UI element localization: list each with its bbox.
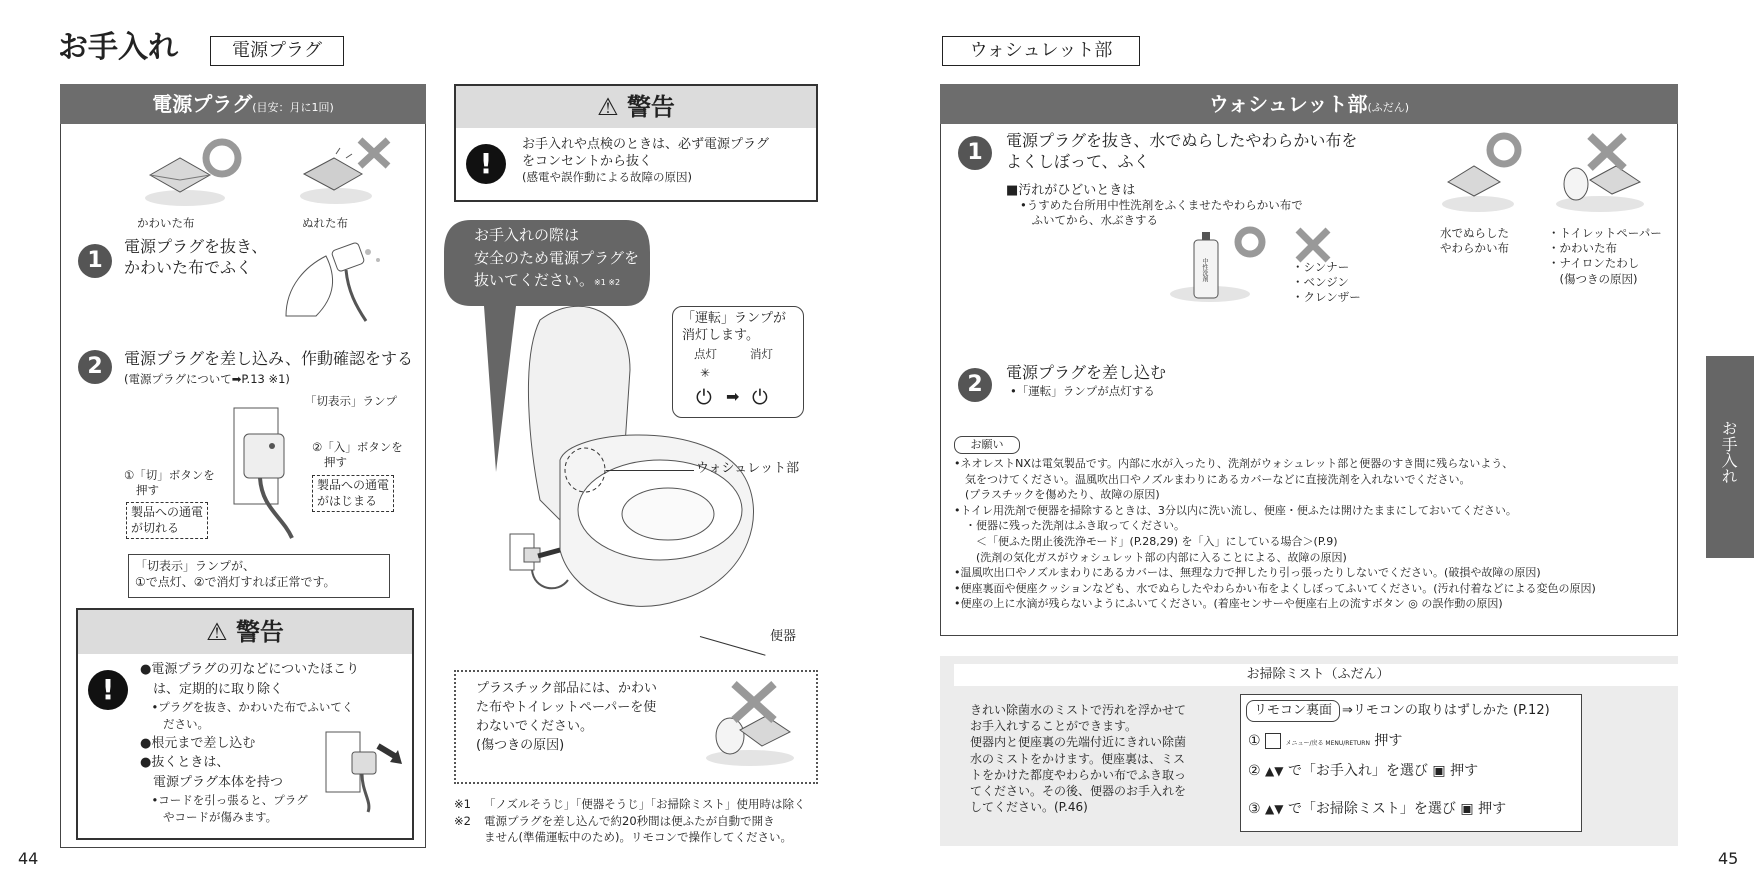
- exclamation-icon: !: [466, 144, 506, 184]
- up-down-arrow-icon: ▲▼: [1265, 802, 1284, 816]
- washlet-step-1-text: 電源プラグを抜き、水でぬらしたやわらかい布を よくしぼって、ふく: [1006, 131, 1358, 172]
- plug-warning-text: ●電源プラグの刃などについたほこり は、定期的に取り除く •プラグを抜き、かわいた布でふいてく ださい。 ●根元まで差し込む ●抜くときは、 電源プラグ本体を持つ •コードを引っ張ると、プラグ やコードが傷みます。: [140, 662, 360, 825]
- lamp-lit-icon: ✳: [700, 366, 711, 380]
- dirty-heading: ■汚れがひどいときは: [1006, 183, 1136, 198]
- enter-button-icon: ▣: [1432, 763, 1446, 779]
- lamp-on-label: 点灯: [694, 347, 717, 361]
- mist-step-3: ③ ▲▼ で「お掃除ミスト」を選び ▣ 押す: [1248, 801, 1507, 817]
- wipe-plug-illustration: [276, 236, 396, 326]
- step-1-badge: 1: [78, 244, 112, 278]
- ng-items-label: ・トイレットペーパー ・かわいた布 ・ナイロンたわし (傷つきの原因): [1548, 226, 1662, 286]
- step-2-text: 電源プラグを差し込み、作動確認をする: [124, 349, 413, 368]
- mist-header: お掃除ミスト（ふだん）: [954, 664, 1682, 686]
- warning-triangle-icon: ⚠: [206, 618, 228, 646]
- page-number-left: 44: [18, 849, 39, 868]
- wet-cloth-ok-icon: [1438, 132, 1528, 218]
- bubble-text: お手入れの際は 安全のため電源プラグを 抜いてください。※1 ※2: [474, 226, 640, 289]
- mist-step-1: ① メニュー/戻る MENU/RETURN 押す: [1248, 733, 1403, 749]
- right-title-tag: ウォシュレット部: [942, 36, 1140, 66]
- check-box: 「切表示」ランプが、 ①で点灯、②で消灯すれば正常です。: [128, 554, 390, 598]
- title-tag: 電源プラグ: [210, 36, 344, 66]
- paper-cloth-ng-icon: [700, 680, 800, 770]
- washlet-panel-header: ウォシュレット部(ふだん): [940, 84, 1678, 124]
- washlet-step-2-badge: 2: [958, 368, 992, 402]
- power-icon-off: ⏻: [752, 385, 768, 409]
- dry-cloth-icon: [140, 140, 250, 210]
- page-number-right: 45: [1718, 849, 1739, 868]
- washlet-step-2-note: •「運転」ランプが点灯する: [1010, 384, 1155, 398]
- plastic-note-text: プラスチック部品には、かわい た布やトイレットペーパーを使 わないでください。 (傷つきの原因): [476, 681, 657, 753]
- lamp-off-label: 消灯: [750, 347, 773, 361]
- detergent-bottle-icon: [1170, 228, 1280, 308]
- dirty-text: •うすめた台所用中性洗剤をふくませたやわらかい布で ふいてから、水ぶきする: [1020, 198, 1303, 228]
- request-tag: お願い: [954, 436, 1020, 454]
- step-2-badge: 2: [78, 350, 112, 384]
- remote-ref: ⇒リモコンの取りはずしかた (P.12): [1342, 703, 1550, 718]
- page-title: お手入れ: [58, 30, 178, 65]
- paper-ng-icon: [1550, 132, 1660, 218]
- step-2-note: (電源プラグについて➡P.13 ※1): [124, 372, 290, 386]
- outlet-plug-illustration: [232, 398, 322, 538]
- mist-description: きれい除菌水のミストで汚れを浮かせて お手入れすることができます。 便器内と便座裏の先端付近にきれい除菌 水のミストをかけます。便座裏は、ミス トをかけた都度やわらかい布でふき取っ てください。その後、便器のお手入れを してください。(P.46): [970, 703, 1187, 815]
- up-down-arrow-icon: ▲▼: [1265, 764, 1284, 778]
- ok-cloth-label: 水でぬらした やわらかい布: [1440, 226, 1509, 256]
- plug-warning-header: ⚠ 警告: [78, 610, 412, 654]
- menu-return-button-icon: [1265, 733, 1281, 749]
- exclamation-icon: !: [88, 670, 128, 710]
- plug-panel-header: 電源プラグ(目安：月に1回): [60, 84, 426, 124]
- power-off-box: 製品への通電 が切れる: [126, 502, 208, 539]
- main-warning-header: ⚠ 警告: [456, 86, 816, 128]
- remote-back-tag: リモコン裏面: [1246, 700, 1340, 722]
- ng-chemicals: ・シンナー ・ベンジン ・クレンザー: [1292, 260, 1361, 305]
- mist-step-2: ② ▲▼ で「お手入れ」を選び ▣ 押す: [1248, 763, 1479, 779]
- off-button-label: ①「切」ボタンを 押す: [124, 468, 215, 498]
- arrow-right-icon: ➡: [726, 387, 740, 406]
- unplug-illustration: [322, 722, 402, 812]
- warning-triangle-icon: ⚠: [597, 93, 619, 121]
- washlet-step-1-badge: 1: [958, 136, 992, 170]
- ok-label: かわいた布: [137, 216, 195, 230]
- on-button-label: ②「入」ボタンを 押す: [312, 440, 403, 470]
- wall-outlet-illustration: [508, 530, 578, 600]
- side-tab-label: お手入れ: [1719, 420, 1739, 484]
- lamp-callout-text: 「運転」ランプが 消灯します。: [682, 311, 787, 344]
- bowl-label: 便器: [770, 629, 797, 644]
- ng-label: ぬれた布: [302, 216, 348, 230]
- washlet-label: ウォシュレット部: [696, 461, 800, 476]
- footnotes: ※1 「ノズルそうじ」「便器そうじ」「お掃除ミスト」使用時は除く ※2 電源プラグを差し込んで約20秒間は便ふたが自動で開き ません(準備運転中のため)。リモコンで操作してください。: [454, 797, 806, 845]
- power-icon-on: ⏻: [696, 385, 712, 409]
- lamp-label: 「切表示」ランプ: [305, 394, 397, 408]
- bottle-label: 中性洗剤: [1200, 258, 1208, 282]
- step-1-text: 電源プラグを抜き、 かわいた布でふく: [124, 237, 268, 278]
- washlet-step-2-text: 電源プラグを差し込む: [1006, 363, 1167, 382]
- main-warning-text: お手入れや点検のときは、必ず電源プラグ をコンセントから抜く (感電や誤作動による故障の原因): [522, 137, 770, 185]
- enter-button-icon: ▣: [1460, 801, 1474, 817]
- power-on-box: 製品への通電 がはじまる: [312, 475, 394, 512]
- wet-cloth-icon: [296, 136, 406, 206]
- request-notes: •ネオレストNXは電気製品です。内部に水が入ったり、洗剤がウォシュレット部と便器のすき間に残らないよう、 気をつけてください。温風吹出口やノズルまわりにあるカバーなどに直接洗剤を入れないでください。 (プラスチックを傷めたり、故障の原因) •トイレ用洗剤で便器を掃除するときは、3分以内に洗い流し、便座・便ふたは開けたままにしておいてください。 ・便器に残った洗剤はふき取ってください。 ＜「便ふた閉止後洗浄モード」(P.28,29) を「入」にしている場合＞(P.9) (洗剤の気化ガスがウォシュレット部の内部に入ることによる、故障の原因) •温風吹出口やノズルまわりにあるカバーは、無理な力で押したり引っ張ったりしないでください。(破損や故障の原因) •便座裏面や便座クッションなども、水でぬらしたやわらかい布をよくしぼってふいてください。(汚れ付着などによる変色の原因) •便座の上に水滴が残らないようにふいてください。(着座センサーや便座右上の流すボタン ◎ の誤作動の原因): [954, 457, 1596, 611]
